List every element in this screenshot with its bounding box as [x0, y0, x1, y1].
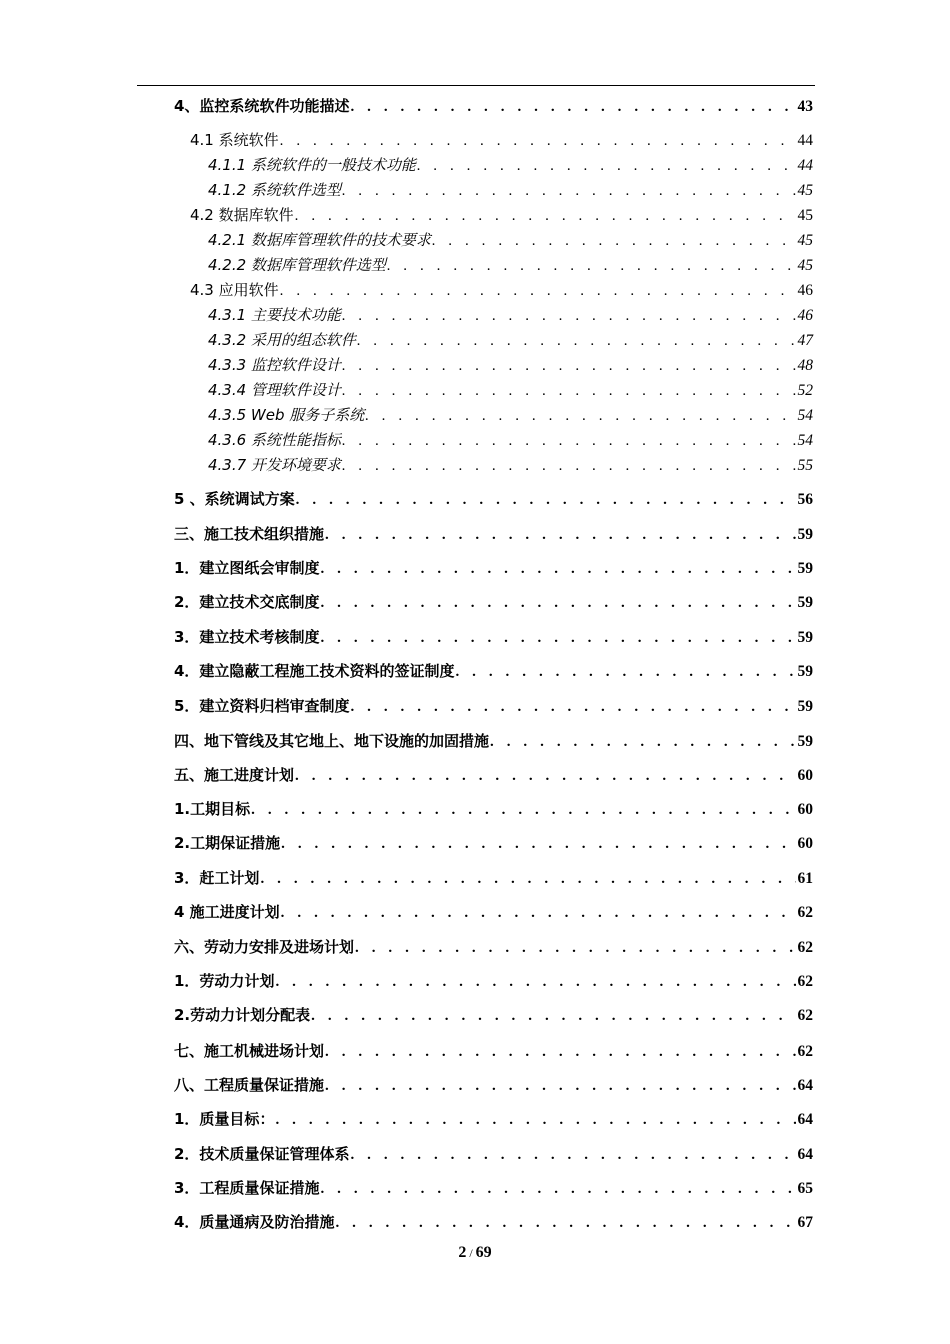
- toc-entry[interactable]: [190, 205, 813, 225]
- toc-leader-dots: [280, 131, 796, 151]
- toc-entry-page: 59: [797, 594, 813, 611]
- toc-leader-dots: [432, 231, 796, 251]
- toc-entry-page: 54: [797, 432, 813, 449]
- toc-entry[interactable]: [208, 230, 813, 250]
- toc-entry-title: 4.3.2 采用的组态软件: [208, 331, 356, 349]
- total-pages-number: 69: [475, 1244, 492, 1261]
- toc-entry-title: 1．建立图纸会审制度: [174, 559, 320, 577]
- toc-entry-title: 3．建立技术考核制度: [174, 628, 320, 646]
- toc-leader-dots: [320, 559, 795, 579]
- toc-entry[interactable]: [174, 1109, 813, 1129]
- toc-entry[interactable]: [174, 868, 813, 888]
- toc-entry-title: 3．工程质量保证措施: [174, 1179, 320, 1197]
- toc-entry-page: 56: [797, 491, 813, 508]
- toc-entry-title: 4 施工进度计划: [174, 903, 280, 921]
- toc-entry-title: 4.3.1 主要技术功能: [208, 306, 341, 324]
- toc-entry-page: 64: [797, 1146, 813, 1163]
- toc-entry-title: 4、监控系统软件功能描述: [174, 97, 350, 115]
- toc-entry-page: 44: [797, 157, 813, 174]
- toc-entry-page: 60: [797, 835, 813, 852]
- toc-leader-dots: [490, 732, 795, 752]
- toc-entry-title: 4．建立隐蔽工程施工技术资料的签证制度: [174, 662, 455, 680]
- toc-entry[interactable]: [208, 405, 813, 425]
- toc-entry[interactable]: [174, 1144, 813, 1164]
- toc-entry[interactable]: [208, 430, 813, 450]
- toc-entry[interactable]: [174, 96, 813, 116]
- toc-entry-page: 62: [797, 973, 813, 990]
- toc-entry-page: 62: [797, 939, 813, 956]
- toc-entry-page: 43: [797, 98, 813, 115]
- toc-leader-dots: [350, 97, 795, 117]
- toc-entry-page: 59: [797, 526, 813, 543]
- toc-entry[interactable]: [174, 799, 813, 819]
- toc-entry-title: 4.2.2 数据库管理软件选型: [208, 256, 386, 274]
- toc-entry-page: 54: [797, 407, 813, 424]
- toc-entry-page: 62: [797, 1043, 813, 1060]
- toc-entry-page: 67: [797, 1214, 813, 1231]
- toc-entry-title: 六、劳动力安排及进场计划: [174, 938, 355, 956]
- toc-leader-dots: [325, 525, 795, 545]
- toc-entry-page: 45: [797, 182, 813, 199]
- toc-leader-dots: [311, 1006, 795, 1026]
- toc-entry-page: 52: [797, 382, 813, 399]
- toc-leader-dots: [296, 490, 796, 510]
- toc-entry-page: 59: [797, 663, 813, 680]
- toc-leader-dots: [260, 869, 795, 889]
- toc-entry-title: 4．质量通病及防治措施: [174, 1213, 335, 1231]
- toc-entry-title: 4.3 应用软件: [190, 281, 279, 299]
- toc-leader-dots: [357, 331, 796, 351]
- toc-entry[interactable]: [208, 305, 813, 325]
- toc-entry-title: 五、施工进度计划: [174, 766, 295, 784]
- toc-entry-page: 46: [797, 282, 813, 299]
- toc-entry-page: 60: [797, 767, 813, 784]
- toc-entry-title: 4.3.5 Web 服务子系统: [208, 406, 365, 424]
- toc-entry[interactable]: [174, 1212, 813, 1232]
- current-page-number: 2: [458, 1244, 467, 1261]
- toc-entry-page: 64: [797, 1077, 813, 1094]
- toc-entry-page: 48: [797, 357, 813, 374]
- toc-leader-dots: [342, 356, 796, 376]
- toc-entry-page: 59: [797, 560, 813, 577]
- toc-entry-page: 45: [797, 207, 813, 224]
- toc-entry[interactable]: [174, 627, 813, 647]
- toc-leader-dots: [342, 456, 796, 476]
- page-separator: /: [469, 1246, 473, 1260]
- toc-entry-page: 46: [797, 307, 813, 324]
- toc-entry[interactable]: [174, 833, 813, 853]
- toc-entry[interactable]: [190, 130, 813, 150]
- toc-leader-dots: [295, 766, 795, 786]
- page-number-footer: [0, 1243, 950, 1263]
- toc-leader-dots: [320, 1179, 795, 1199]
- toc-entry-page: 47: [797, 332, 813, 349]
- toc-entry-title: 八、工程质量保证措施: [174, 1076, 325, 1094]
- toc-entry-page: 65: [797, 1180, 813, 1197]
- toc-entry-title: 4.3.7 开发环境要求: [208, 456, 341, 474]
- toc-entry-title: 4.1 系统软件: [190, 131, 279, 149]
- toc-leader-dots: [387, 256, 796, 276]
- toc-leader-dots: [251, 800, 795, 820]
- toc-entry[interactable]: [208, 155, 813, 175]
- header-rule: [137, 85, 815, 86]
- toc-leader-dots: [342, 381, 796, 401]
- toc-entry-title: 3．赶工计划: [174, 869, 260, 887]
- toc-entry[interactable]: [174, 731, 813, 751]
- toc-entry-title: 4.3.6 系统性能指标: [208, 431, 341, 449]
- toc-leader-dots: [275, 1110, 795, 1130]
- toc-entry-title: 三、施工技术组织措施: [174, 525, 325, 543]
- toc-leader-dots: [295, 206, 796, 226]
- toc-leader-dots: [320, 628, 795, 648]
- toc-entry[interactable]: [174, 765, 813, 785]
- toc-leader-dots: [417, 156, 796, 176]
- toc-leader-dots: [281, 834, 795, 854]
- toc-entry[interactable]: [208, 355, 813, 375]
- toc-leader-dots: [365, 406, 795, 426]
- toc-entry[interactable]: [174, 902, 813, 922]
- toc-entry-page: 59: [797, 629, 813, 646]
- toc-leader-dots: [350, 1145, 795, 1165]
- toc-leader-dots: [281, 903, 796, 923]
- toc-leader-dots: [455, 662, 795, 682]
- toc-entry-title: 2．建立技术交底制度: [174, 593, 320, 611]
- toc-entry[interactable]: [174, 524, 813, 544]
- toc-entry[interactable]: [174, 1178, 813, 1198]
- toc-leader-dots: [335, 1213, 795, 1233]
- toc-entry[interactable]: [174, 1005, 813, 1025]
- toc-entry[interactable]: [208, 380, 813, 400]
- toc-entry-title: 4.1.2 系统软件选型: [208, 181, 341, 199]
- toc-leader-dots: [355, 938, 795, 958]
- toc-entry-page: 45: [797, 257, 813, 274]
- toc-entry-page: 59: [797, 733, 813, 750]
- toc-entry-title: 4.2.1 数据库管理软件的技术要求: [208, 231, 431, 249]
- toc-leader-dots: [342, 306, 796, 326]
- toc-entry[interactable]: [208, 455, 813, 475]
- toc-entry[interactable]: [208, 255, 813, 275]
- toc-leader-dots: [325, 1076, 795, 1096]
- toc-leader-dots: [342, 181, 796, 201]
- toc-entry[interactable]: [208, 180, 813, 200]
- toc-entry[interactable]: [174, 489, 813, 509]
- toc-entry-title: 2．技术质量保证管理体系: [174, 1145, 350, 1163]
- toc-entry-page: 61: [797, 870, 813, 887]
- toc-entry[interactable]: [208, 330, 813, 350]
- toc-leader-dots: [325, 1042, 795, 1062]
- toc-leader-dots: [350, 697, 795, 717]
- toc-entry-title: 1.工期目标: [174, 800, 251, 818]
- toc-entry-title: 5 、系统调试方案: [174, 490, 295, 508]
- toc-entry-page: 45: [797, 232, 813, 249]
- toc-entry-title: 四、地下管线及其它地上、地下设施的加固措施: [174, 732, 490, 750]
- toc-entry[interactable]: [174, 592, 813, 612]
- toc-entry[interactable]: [174, 971, 813, 991]
- toc-entry-title: 4.3.3 监控软件设计: [208, 356, 341, 374]
- toc-entry[interactable]: [174, 1041, 813, 1061]
- toc-entry-title: 4.1.1 系统软件的一般技术功能: [208, 156, 416, 174]
- toc-entry-title: 4.2 数据库软件: [190, 206, 294, 224]
- toc-entry[interactable]: [174, 1075, 813, 1095]
- toc-entry-title: 5．建立资料归档审查制度: [174, 697, 350, 715]
- toc-entry-title: 七、施工机械进场计划: [174, 1042, 325, 1060]
- toc-entry-page: 62: [797, 1007, 813, 1024]
- toc-entry-page: 62: [797, 904, 813, 921]
- toc-entry-page: 55: [797, 457, 813, 474]
- toc-entry-page: 64: [797, 1111, 813, 1128]
- toc-entry-title: 4.3.4 管理软件设计: [208, 381, 341, 399]
- toc-entry[interactable]: [190, 280, 813, 300]
- toc-entry[interactable]: [174, 696, 813, 716]
- toc-entry-title: 1．劳动力计划: [174, 972, 275, 990]
- toc-leader-dots: [342, 431, 796, 451]
- toc-leader-dots: [280, 281, 796, 301]
- toc-entry[interactable]: [174, 661, 813, 681]
- toc-entry-page: 44: [797, 132, 813, 149]
- toc-entry[interactable]: [174, 937, 813, 957]
- toc-entry-title: 2.工期保证措施: [174, 834, 281, 852]
- toc-entry-page: 59: [797, 698, 813, 715]
- toc-leader-dots: [320, 593, 795, 613]
- toc-leader-dots: [275, 972, 795, 992]
- toc-entry-title: 1．质量目标：: [174, 1110, 275, 1128]
- toc-entry-page: 60: [797, 801, 813, 818]
- toc-entry-title: 2.劳动力计划分配表: [174, 1006, 311, 1024]
- toc-entry[interactable]: [174, 558, 813, 578]
